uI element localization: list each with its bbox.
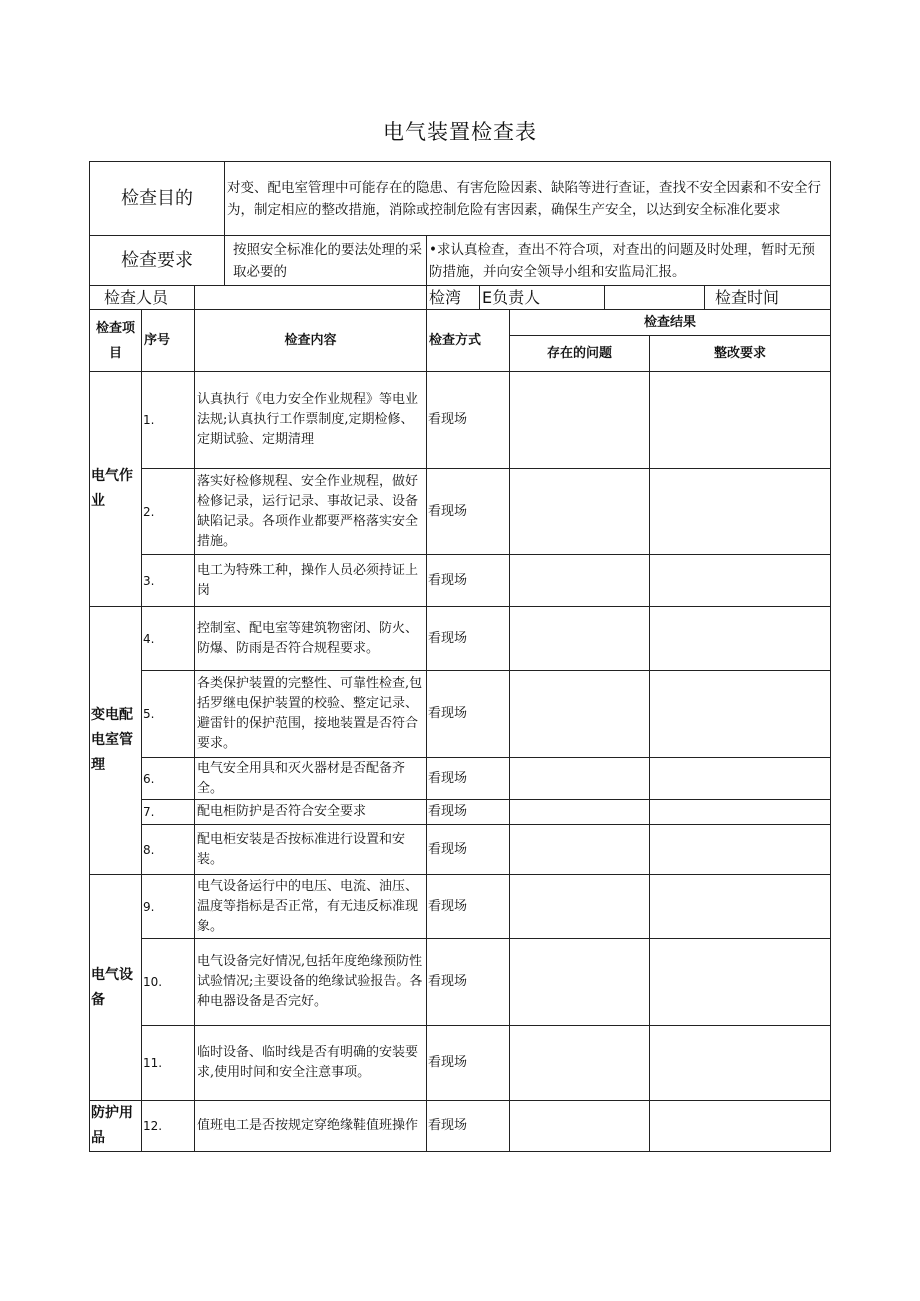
row-problem-cell[interactable] (510, 825, 650, 875)
row-rectify-cell[interactable] (650, 555, 831, 607)
row-content: 电气安全用具和灭火器材是否配备齐全。 (195, 758, 427, 800)
row-rectify-cell[interactable] (650, 939, 831, 1026)
row-problem-cell[interactable] (510, 1026, 650, 1101)
category-electrical-equipment: 电气设备 (90, 875, 142, 1101)
row-number: 1. (142, 372, 195, 469)
check-head-label: 检湾 (427, 286, 480, 310)
row-method: 看现场 (427, 607, 510, 671)
row-method: 看现场 (427, 1026, 510, 1101)
table-row (90, 555, 831, 607)
row-problem-cell[interactable] (510, 555, 650, 607)
category-substation-management: 变电配电室管理 (90, 607, 142, 875)
row-rectify-cell[interactable] (650, 1026, 831, 1101)
table-row (90, 875, 831, 939)
row-rectify-cell[interactable] (650, 758, 831, 800)
requirement-text-right: •求认真检查，查出不符合项，对查出的问题及时处理，暂时无预防措施，并向安全领导小组和安监局汇报。 (427, 236, 831, 286)
row-problem-cell[interactable] (510, 800, 650, 825)
row-content: 认真执行《电力安全作业规程》等电业法规;认真执行工作票制度,定期检修、定期试验、定期清理 (195, 372, 427, 469)
row-rectify-cell[interactable] (650, 671, 831, 758)
row-method: 看现场 (427, 469, 510, 555)
table-row (90, 800, 831, 825)
purpose-text: 对变、配电室管理中可能存在的隐患、有害危险因素、缺陷等进行查证，查找不安全因素和不安全行为，制定相应的整改措施，消除或控制危险有害因素，确保生产安全，以达到安全标准化要求 (225, 162, 831, 236)
row-number: 10. (142, 939, 195, 1026)
row-number: 7. (142, 800, 195, 825)
row-rectify-cell[interactable] (650, 875, 831, 939)
row-problem-cell[interactable] (510, 875, 650, 939)
row-problem-cell[interactable] (510, 607, 650, 671)
row-number: 8. (142, 825, 195, 875)
row-method: 看现场 (427, 825, 510, 875)
row-content: 电气设备完好情况,包括年度绝缘预防性试验情况;主要设备的绝缘试验报告。各种电器设备是否完好。 (195, 939, 427, 1026)
table-row (90, 469, 831, 555)
row-content: 控制室、配电室等建筑物密闭、防火、防爆、防雨是否符合规程要求。 (195, 607, 427, 671)
requirement-label: 检查要求 (90, 236, 225, 286)
header-item: 检查项目 (90, 310, 142, 372)
purpose-row (90, 162, 831, 236)
row-content: 临时设备、临时线是否有明确的安装要求,使用时间和安全注意事项。 (195, 1026, 427, 1101)
row-problem-cell[interactable] (510, 671, 650, 758)
row-number: 5. (142, 671, 195, 758)
row-problem-cell[interactable] (510, 469, 650, 555)
table-row (90, 671, 831, 758)
row-number: 3. (142, 555, 195, 607)
requirement-text-left: 按照安全标准化的要法处理的采取必要的 (225, 236, 427, 286)
responsible-label: E负责人 (480, 286, 605, 310)
purpose-label: 检查目的 (90, 162, 225, 236)
row-number: 9. (142, 875, 195, 939)
row-number: 4. (142, 607, 195, 671)
row-content: 落实好检修规程、安全作业规程，做好检修记录，运行记录、事故记录、设备缺陷记录。各项作业都要严格落实安全措施。 (195, 469, 427, 555)
inspector-label: 检查人员 (90, 286, 195, 310)
row-content: 值班电工是否按规定穿绝缘鞋值班操作 (195, 1101, 427, 1152)
row-rectify-cell[interactable] (650, 825, 831, 875)
row-number: 6. (142, 758, 195, 800)
responsible-value[interactable] (605, 286, 705, 310)
table-row (90, 939, 831, 1026)
time-label: 检查时间 (705, 286, 831, 310)
row-method: 看现场 (427, 671, 510, 758)
header-problem: 存在的问题 (510, 336, 650, 372)
row-problem-cell[interactable] (510, 1101, 650, 1152)
table-row (90, 1101, 831, 1152)
page-title: 电气装置检查表 (383, 120, 537, 144)
row-rectify-cell[interactable] (650, 469, 831, 555)
row-content: 电气设备运行中的电压、电流、油压、温度等指标是否正常，有无违反标准现象。 (195, 875, 427, 939)
category-protective-equipment: 防护用品 (90, 1101, 142, 1152)
row-number: 2. (142, 469, 195, 555)
header-rectify: 整改要求 (650, 336, 831, 372)
row-problem-cell[interactable] (510, 372, 650, 469)
row-content: 各类保护装置的完整性、可靠性检查,包括罗继电保护装置的校验、整定记录、避雷针的保护范围，接地装置是否符合要求。 (195, 671, 427, 758)
table-row (90, 1026, 831, 1101)
header-row-1 (90, 310, 831, 336)
info-row (90, 286, 831, 310)
row-method: 看现场 (427, 758, 510, 800)
row-problem-cell[interactable] (510, 939, 650, 1026)
category-electrical-work: 电气作业 (90, 372, 142, 607)
row-rectify-cell[interactable] (650, 800, 831, 825)
row-problem-cell[interactable] (510, 758, 650, 800)
row-number: 11. (142, 1026, 195, 1101)
inspection-table (89, 161, 831, 1152)
inspector-value[interactable] (195, 286, 427, 310)
row-content: 配电柜防护是否符合安全要求 (195, 800, 427, 825)
table-row (90, 758, 831, 800)
header-seq: 序号 (142, 310, 195, 372)
row-method: 看现场 (427, 1101, 510, 1152)
row-method: 看现场 (427, 800, 510, 825)
requirement-row (90, 236, 831, 286)
table-row (90, 607, 831, 671)
row-method: 看现场 (427, 939, 510, 1026)
row-method: 看现场 (427, 372, 510, 469)
row-rectify-cell[interactable] (650, 607, 831, 671)
row-content: 电工为特殊工种，操作人员必须持证上岗 (195, 555, 427, 607)
row-number: 12. (142, 1101, 195, 1152)
header-result: 检查结果 (510, 310, 831, 336)
row-content: 配电柜安装是否按标准进行设置和安装。 (195, 825, 427, 875)
header-content: 检查内容 (195, 310, 427, 372)
row-method: 看现场 (427, 875, 510, 939)
row-method: 看现场 (427, 555, 510, 607)
header-method: 检查方式 (427, 310, 510, 372)
row-rectify-cell[interactable] (650, 1101, 831, 1152)
table-row (90, 825, 831, 875)
row-rectify-cell[interactable] (650, 372, 831, 469)
table-row (90, 372, 831, 469)
